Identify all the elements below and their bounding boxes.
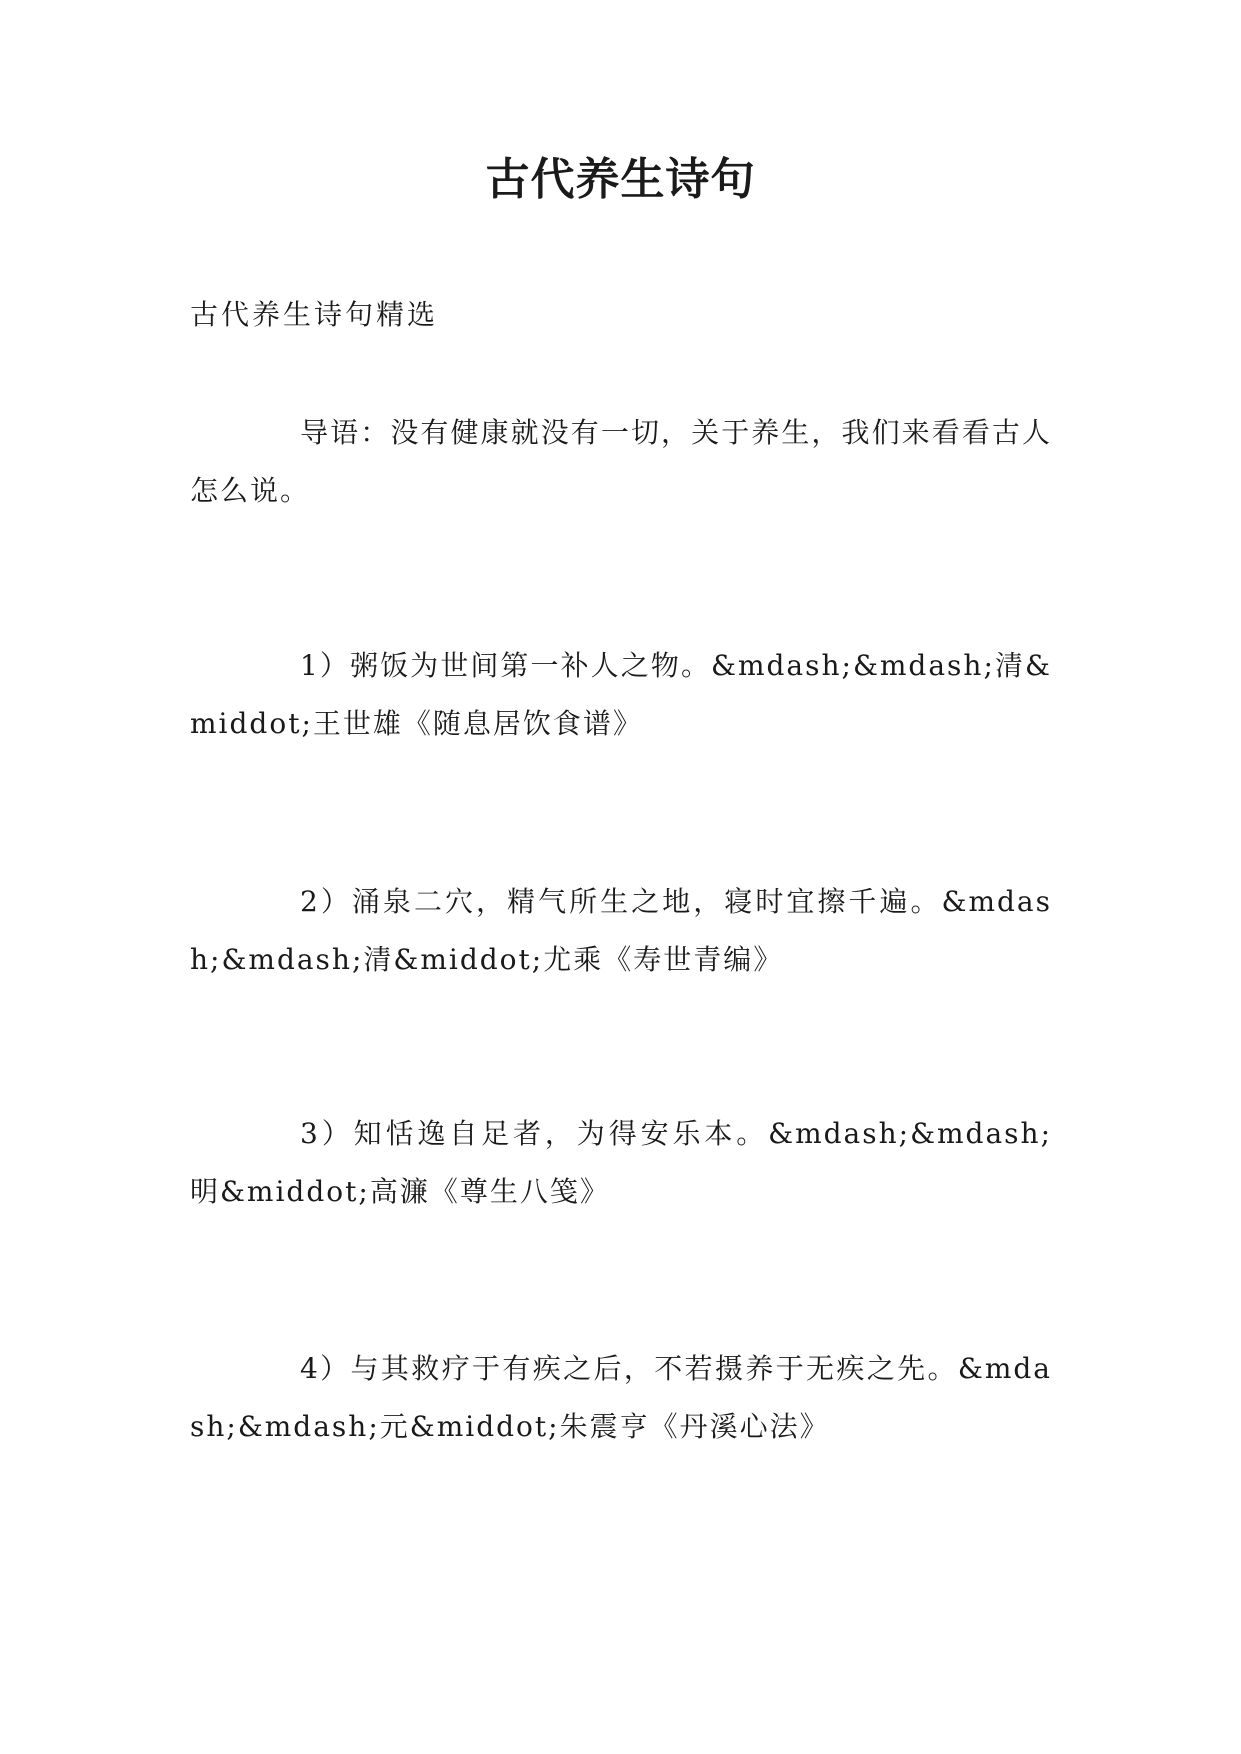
- quote-paragraph-4: [190, 1340, 1052, 1456]
- quote-paragraph-2: [190, 873, 1052, 989]
- quote-paragraph-3: [190, 1105, 1052, 1221]
- quote-text: 2）涌泉二穴，精气所生之地，寝时宜擦千遍。&mdash;&mdash;清&middot;尤乘《寿世青编》: [190, 885, 1052, 976]
- intro-text: 导语：没有健康就没有一切，关于养生，我们来看看古人怎么说。: [190, 416, 1052, 507]
- quote-text: 4）与其救疗于有疾之后，不若摄养于无疾之先。&mdash;&mdash;元&middot;朱震亨《丹溪心法》: [190, 1352, 1052, 1443]
- quote-paragraph-1: [190, 637, 1052, 753]
- document-subtitle: 古代养生诗句精选: [190, 298, 439, 331]
- document-title: 古代养生诗句: [485, 154, 756, 205]
- quote-text: 3）知恬逸自足者，为得安乐本。&mdash;&mdash;明&middot;高濂《尊生八笺》: [190, 1117, 1052, 1208]
- intro-paragraph: [190, 404, 1052, 520]
- quote-text: 1）粥饭为世间第一补人之物。&mdash;&mdash;清&middot;王世雄《随息居饮食谱》: [190, 649, 1052, 740]
